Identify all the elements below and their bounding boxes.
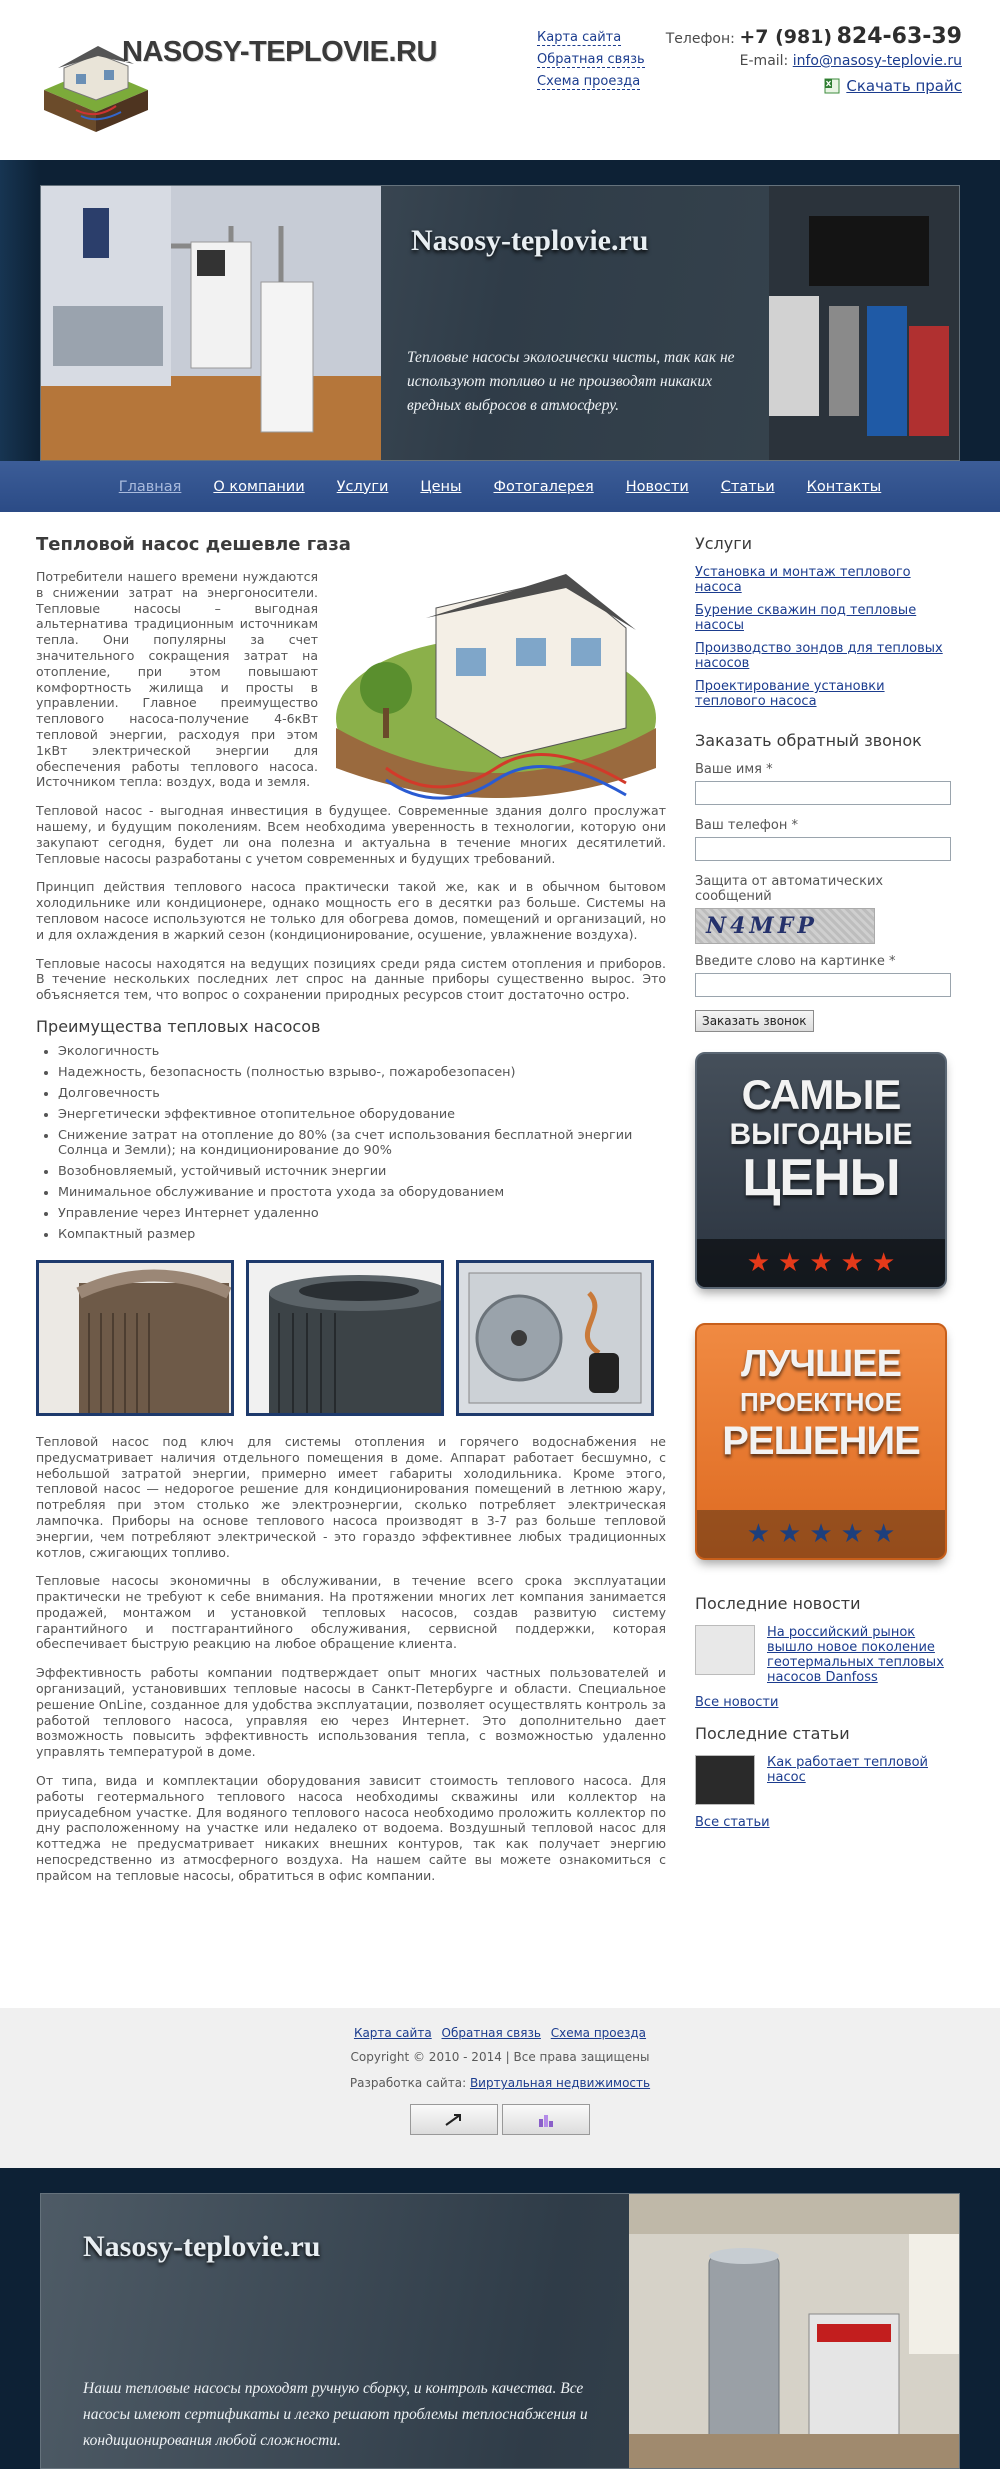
service-link-probes[interactable]: Производство зондов для тепловых насосов	[695, 641, 943, 671]
gallery-photo[interactable]	[456, 1260, 654, 1416]
banner-slogan: Тепловые насосы экологически чисты, так как не используют топливо и не производят никаких вредных выбросов в атмосферу.	[407, 349, 735, 414]
benefit-item: • Долговечность	[58, 1086, 666, 1101]
benefit-item: • Экологичность	[58, 1044, 666, 1059]
best-design-banner[interactable]	[695, 1323, 947, 1560]
all-news-link[interactable]: Все новости	[695, 1695, 779, 1710]
captcha-input[interactable]	[695, 973, 951, 997]
boiler-room-image	[41, 186, 381, 461]
star-icon: ★	[746, 1519, 771, 1549]
service-item	[695, 679, 955, 709]
intro-paragraph: Потребители нашего времени нуждаются в снижении затрат на энергоносители. Тепловые насосы – выгодная альтернатива традиционным источникам тепла. Они популярны за счет значительного сокращения затрат на отопление, при этом повышают комфортность жилища и просты в управлении. Главное преимущество теплового насоса-получение 4-6кВт тепловой энергии, расходуя при этом 1кВт электрической энергии для обеспечения работы теплового насоса. Источником тепла: воздух, вода и земля.	[36, 569, 318, 790]
best-prices-banner[interactable]	[695, 1052, 947, 1289]
developer-credit	[0, 2076, 1000, 2090]
article-item	[695, 1755, 955, 1805]
feedback-link[interactable]: Обратная связь	[537, 52, 645, 67]
counter-badge[interactable]	[502, 2104, 590, 2135]
efficiency-paragraph: Эффективность работы компании подтверждает опыт многих частных пользователей и организаций, установивших тепловые насосы в Санкт-Петербурге и области. Специальное решение OnLine, созданное для удобства эксплуатации, позволяет осуществлять контроль за работой теплового насоса, управляя ею через Интернет. Это дополнительно дает возможность повысить эффективность использования тепла, с возможностью удаленно управлять температурой в доме.	[36, 1665, 666, 1760]
service-link-drilling[interactable]: Бурение скважин под тепловые насосы	[695, 603, 917, 633]
article-link[interactable]: Как работает тепловой насос	[767, 1755, 929, 1785]
callback-title: Заказать обратный звонок	[695, 731, 922, 750]
directions-link[interactable]: Схема проезда	[537, 74, 641, 89]
all-articles-link[interactable]: Все статьи	[695, 1815, 770, 1830]
leading-positions-paragraph: Тепловые насосы находятся на ведущих позициях среди ряда систем отопления и приборов. В течение нескольких последних лет спрос на данные приборы существенно вырос. Это объясняется тем, что вопрос о сохранении природных ресурсов стоит достаточно остро.	[36, 955, 666, 1003]
heat-pump-photo-2	[249, 1263, 441, 1413]
copyright: Copyright © 2010 - 2014 | Все права защищены	[350, 2050, 650, 2064]
rating-stars	[697, 1239, 945, 1287]
site-logo-text[interactable]: NASOSY-TEPLOVIE.RU	[122, 36, 437, 68]
footer-feedback-link[interactable]: Обратная связь	[441, 2026, 541, 2040]
services-title: Услуги	[695, 534, 753, 553]
promo-line: РЕШЕНИЕ	[722, 1419, 920, 1463]
news-thumbnail[interactable]	[695, 1625, 755, 1675]
nav-home[interactable]: Главная	[118, 478, 182, 495]
main-column	[36, 534, 666, 1897]
service-link-installation[interactable]: Установка и монтаж теплового насоса	[695, 565, 911, 595]
nav-services[interactable]: Услуги	[336, 478, 389, 495]
articles-title: Последние статьи	[695, 1724, 850, 1743]
footer-sitemap-link[interactable]: Карта сайта	[353, 2026, 432, 2040]
principle-paragraph: Принцип действия теплового насоса практически такой же, как и в обычном бытовом холодильнике или кондиционере, однако мощность его в десятки раз больше. Системы на тепловом насосе используются не только для обогрева домов, помещений и организаций, но и для охлаждения в жаркий сезон (кондиционирование, осушение, увлажнение воздуха).	[36, 879, 666, 942]
service-item	[695, 565, 955, 595]
benefits-title: Преимущества тепловых насосов	[36, 1016, 321, 1036]
service-item	[695, 641, 955, 671]
benefit-item: • Надежность, безопасность (полностью взрыво-, пожаробезопасен)	[58, 1065, 666, 1080]
top-link-item	[537, 52, 645, 67]
email-row	[666, 53, 962, 69]
star-icon: ★	[840, 1519, 864, 1549]
nav-news[interactable]: Новости	[625, 478, 689, 495]
star-icon: ★	[871, 1248, 896, 1278]
star-icon: ★	[840, 1248, 864, 1278]
arrow-icon	[444, 2113, 464, 2127]
article-thumbnail[interactable]	[695, 1755, 755, 1805]
rating-stars	[697, 1510, 945, 1558]
site-header	[0, 0, 1000, 160]
phone-label: Телефон:	[665, 31, 735, 47]
benefit-item: • Компактный размер	[58, 1227, 666, 1242]
services-list	[695, 565, 955, 709]
news-link[interactable]: На российский рынок вышло новое поколение геотермальных тепловых насосов Danfoss	[767, 1625, 944, 1685]
captcha-image: N4MFP	[695, 908, 875, 944]
turnkey-paragraph: Тепловой насос под ключ для системы отопления и горячего водоснабжения не предусматривает наличия отдельного помещения в доме. Аппарат работает бесшумно, с небольшой затратой энергии, примерно имеет габариты холодильника. Кроме этого, тепловой насос — недорогое решение для кондиционирования помещений в летнюю жару, потребляя при этом столько же электроэнергии, сколько потребляет электрическая лампочка. Приборы на основе теплового насоса производят в 3-7 раз больше тепловой энергии, чем потребляют электрической - это гораздо эффективнее любых традиционных котлов, сжигающих топливо.	[36, 1433, 666, 1560]
excel-file-icon	[824, 78, 840, 94]
promo-line: ПРОЕКТНОЕ	[740, 1387, 902, 1417]
bottom-banner-title: Nasosy-teplovie.ru	[83, 2230, 321, 2263]
request-call-button[interactable]: Заказать звонок	[695, 1010, 814, 1032]
developer-link[interactable]: Виртуальная недвижимость	[469, 2076, 651, 2090]
news-item	[695, 1625, 955, 1685]
news-title: Последние новости	[695, 1594, 861, 1613]
captcha-label: Защита от автоматических сообщений	[695, 874, 884, 904]
star-icon: ★	[809, 1519, 833, 1549]
site-footer	[0, 2008, 1000, 2168]
phone-prefix: +7 (981)	[739, 26, 833, 48]
header-contacts	[666, 24, 962, 98]
benefits-list	[36, 1044, 666, 1242]
counter-badge[interactable]	[410, 2104, 498, 2135]
cost-paragraph: От типа, вида и комплектации оборудования зависит стоимость теплового насоса. Для работы геотермального теплового насоса необходимы скважины или коллектор на приусадебном участке. Для водяного теплового насоса необходимо проложить коллектор по дну расположенному на участке или недалеко от водоема. Воздушный тепловой насос для коттеджа не предусматривает никаких внешних контуров, так как получает энергию непосредственно из атмосферного воздуха. На нашем сайте вы можете ознакомиться с прайсом на тепловые насосы, обратиться в офис компании.	[36, 1773, 666, 1883]
name-input[interactable]	[695, 781, 951, 805]
banner-title: Nasosy-teplovie.ru	[411, 224, 649, 257]
promo-line: ЦЕНЫ	[742, 1149, 900, 1207]
benefit-item: • Снижение затрат на отопление до 80% (за счет использования бесплатной энергии Солнца и Земли); на кондиционирование до 90%	[58, 1128, 666, 1158]
benefit-item: • Минимальное обслуживание и простота ухода за оборудованием	[58, 1185, 666, 1200]
benefit-item: • Управление через Интернет удаленно	[58, 1206, 666, 1221]
top-links	[537, 30, 645, 96]
gallery-photo[interactable]	[246, 1260, 444, 1416]
nav-articles[interactable]: Статьи	[720, 478, 775, 495]
promo-line: САМЫЕ	[741, 1071, 901, 1118]
gallery-photo[interactable]	[36, 1260, 234, 1416]
bottom-banner	[40, 2193, 960, 2469]
benefit-item: • Возобновляемый, устойчивый источник энергии	[58, 1164, 666, 1179]
phone-number: 824-63-39	[836, 24, 962, 49]
nav-contacts[interactable]: Контакты	[806, 478, 882, 495]
service-link-design[interactable]: Проектирование установки теплового насоса	[695, 679, 885, 709]
photo-row	[36, 1260, 666, 1416]
footer-links	[0, 2026, 1000, 2040]
star-icon: ★	[746, 1248, 771, 1278]
captcha-input-label: Введите слово на картинке *	[695, 954, 896, 969]
maintenance-paragraph: Тепловые насосы экономичны в обслуживании, в течение всего срока эксплуатации практически не требуют к себе внимания. На протяжении многих лет компания занимается продажей, монтажом и установкой тепловых насосов, создав развитую систему гарантийного и постгарантийного обслуживания, сервисной поддержки, которая обеспечивает быструю реакцию на любое обращение клиента.	[36, 1573, 666, 1652]
email-label: E-mail:	[739, 53, 789, 69]
benefit-item: • Энергетически эффективное отопительное оборудование	[58, 1107, 666, 1122]
service-item	[695, 603, 955, 633]
star-icon: ★	[871, 1519, 896, 1549]
phone-field-label: Ваш телефон *	[695, 818, 798, 833]
top-banner-area	[0, 160, 1000, 461]
page-content	[0, 512, 1000, 2008]
nav-gallery[interactable]: Фотогалерея	[493, 478, 594, 495]
investment-paragraph: Тепловой насос - выгодная инвестиция в будущее. Современные здания долго прослужат нашему, и будущим поколениям. Всем необходима уверенность в технологии, которую они закупают сегодня, будет ли она полезна и актуальна в течение многих десятилетий. Тепловые насосы разработаны с учетом современных и будущих требований.	[36, 803, 666, 866]
footer-directions-link[interactable]: Схема проезда	[550, 2026, 647, 2040]
nav-prices[interactable]: Цены	[420, 478, 462, 495]
top-link-item	[537, 74, 645, 89]
house-heat-pump-illustration	[326, 568, 661, 813]
top-banner	[40, 185, 960, 461]
download-price-link[interactable]	[824, 77, 962, 95]
sidebar	[695, 534, 955, 1844]
main-nav	[0, 461, 1000, 512]
promo-text	[697, 1345, 945, 1461]
developer-label: Разработка сайта:	[349, 2076, 467, 2090]
nav-about[interactable]: О компании	[213, 478, 305, 495]
heat-pump-photo-3	[459, 1263, 651, 1413]
bottom-banner-text: Наши тепловые насосы проходят ручную сборку, и контроль качества. Все насосы имеют сертификаты и легко решают проблемы теплоснабжения и кондиционирования любой сложности.	[83, 2380, 588, 2449]
heat-pump-photo-1	[39, 1263, 231, 1413]
pump-equipment-image	[769, 186, 959, 461]
name-label: Ваше имя *	[695, 762, 773, 777]
phone-row	[666, 24, 962, 49]
stats-chart-icon	[538, 2113, 554, 2127]
page-title: Тепловой насос дешевле газа	[36, 534, 351, 555]
star-icon: ★	[809, 1248, 833, 1278]
promo-text	[697, 1071, 945, 1207]
email-link[interactable]: info@nasosy-teplovie.ru	[792, 53, 962, 69]
promo-line: ВЫГОДНЫЕ	[729, 1118, 913, 1151]
download-price-label: Скачать прайс	[846, 77, 962, 95]
star-icon: ★	[778, 1519, 802, 1549]
heat-pump-tank-image	[629, 2194, 959, 2469]
top-link-item	[537, 30, 645, 45]
promo-line: ЛУЧШЕЕ	[741, 1343, 901, 1385]
bottom-banner-area	[0, 2168, 1000, 2469]
counters	[0, 2104, 1000, 2135]
phone-input[interactable]	[695, 837, 951, 861]
star-icon: ★	[778, 1248, 802, 1278]
sitemap-link[interactable]: Карта сайта	[537, 30, 622, 45]
